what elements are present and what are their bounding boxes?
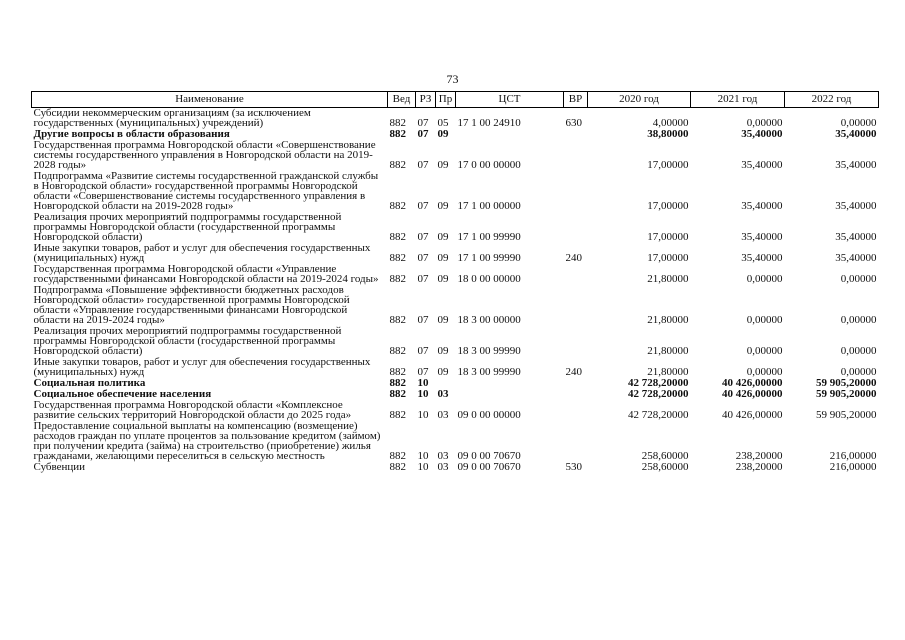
header-ved: Вед bbox=[388, 92, 416, 108]
row-2022: 35,40000 bbox=[835, 200, 877, 212]
row-pr: 09 bbox=[437, 252, 449, 264]
row-name: Субвенции bbox=[33, 461, 86, 473]
row-ved: 882 bbox=[389, 231, 406, 243]
row-ved: 882 bbox=[389, 366, 406, 378]
row-2022: 216,00000 bbox=[829, 461, 877, 473]
row-ved: 882 bbox=[389, 128, 406, 140]
table-row bbox=[32, 461, 879, 472]
row-pr: 03 bbox=[437, 409, 449, 421]
row-2020: 42 728,20000 bbox=[628, 388, 689, 400]
row-vr: 630 bbox=[565, 117, 582, 129]
header-2020: 2020 год bbox=[588, 92, 691, 108]
header-rz: РЗ bbox=[416, 92, 436, 108]
row-2021: 0,00000 bbox=[746, 314, 783, 326]
row-2020: 38,80000 bbox=[647, 128, 689, 140]
row-vr: 240 bbox=[565, 252, 582, 264]
row-2022: 59 905,20000 bbox=[816, 409, 877, 421]
row-2021: 0,00000 bbox=[746, 345, 783, 357]
row-vr bbox=[564, 284, 588, 325]
row-vr bbox=[564, 139, 588, 170]
row-ved: 882 bbox=[389, 117, 406, 129]
row-2021: 238,20000 bbox=[735, 450, 783, 462]
header-vr: ВР bbox=[564, 92, 588, 108]
header-name: Наименование bbox=[32, 92, 388, 108]
row-vr: 530 bbox=[565, 461, 582, 473]
row-pr: 05 bbox=[437, 117, 449, 129]
row-name: Государственная программа Новгородской области «Управление государственными финансами Новгородской области на 2019-2024 годы» bbox=[33, 263, 379, 285]
table-row bbox=[32, 388, 879, 399]
row-cst: 17 1 00 00000 bbox=[457, 200, 521, 212]
row-cst: 18 0 00 00000 bbox=[457, 273, 521, 285]
row-ved: 882 bbox=[389, 377, 406, 389]
row-pr: 09 bbox=[437, 345, 449, 357]
row-2022: 0,00000 bbox=[840, 314, 877, 326]
row-2022: 59 905,20000 bbox=[816, 377, 877, 389]
row-pr: 09 bbox=[437, 366, 449, 378]
row-rz: 07 bbox=[417, 314, 429, 326]
row-2020: 17,00000 bbox=[647, 159, 689, 171]
row-rz: 07 bbox=[417, 366, 429, 378]
row-name: Подпрограмма «Повышение эффективности бюджетных расходов Новгородской области» государственной программы Новгородской области «Управление государственными финансами Новгородской области на 2019-2024 годы» bbox=[33, 284, 350, 326]
row-vr bbox=[564, 211, 588, 242]
row-2021: 0,00000 bbox=[746, 273, 783, 285]
row-name: Иные закупки товаров, работ и услуг для обеспечения государственных (муниципальных) нужд bbox=[33, 356, 371, 378]
row-cst: 18 3 00 99990 bbox=[457, 366, 521, 378]
row-2020: 21,80000 bbox=[647, 345, 689, 357]
header-pr: Пр bbox=[436, 92, 456, 108]
row-vr bbox=[564, 420, 588, 461]
row-pr: 09 bbox=[437, 128, 449, 140]
row-2022: 0,00000 bbox=[840, 366, 877, 378]
row-2022: 0,00000 bbox=[840, 117, 877, 129]
row-ved: 882 bbox=[389, 409, 406, 421]
row-rz: 07 bbox=[417, 128, 429, 140]
row-2021: 35,40000 bbox=[741, 128, 783, 140]
row-pr: 03 bbox=[437, 461, 449, 473]
row-2022: 35,40000 bbox=[835, 159, 877, 171]
row-cst: 09 0 00 70670 bbox=[457, 461, 521, 473]
row-name: Государственная программа Новгородской области «Совершенствование системы государственного управления в Новгородской области на 2019-2028 годы» bbox=[33, 139, 376, 171]
row-2020: 17,00000 bbox=[647, 231, 689, 243]
table-header bbox=[32, 92, 879, 108]
row-2020: 42 728,20000 bbox=[628, 409, 689, 421]
row-cst: 17 1 00 99990 bbox=[457, 252, 521, 264]
row-pr: 09 bbox=[437, 273, 449, 285]
table-row bbox=[32, 128, 879, 139]
row-2020: 258,60000 bbox=[641, 450, 689, 462]
row-pr: 09 bbox=[437, 231, 449, 243]
row-cst: 18 3 00 99990 bbox=[457, 345, 521, 357]
table-row bbox=[32, 356, 879, 377]
row-name: Социальная политика bbox=[33, 377, 146, 389]
row-rz: 07 bbox=[417, 231, 429, 243]
row-cst: 17 1 00 24910 bbox=[457, 117, 521, 129]
row-2020: 17,00000 bbox=[647, 252, 689, 264]
row-rz: 10 bbox=[417, 409, 429, 421]
row-name: Социальное обеспечение населения bbox=[33, 388, 212, 400]
row-vr bbox=[564, 399, 588, 420]
row-name: Предоставление социальной выплаты на компенсацию (возмещение) расходов граждан по уплате процентов за пользование кредитом (займом) при получении кредита (займа) на строительство (приобретение) жилья гражданами, желающими переселиться в сельскую местность bbox=[33, 420, 381, 462]
row-ved: 882 bbox=[389, 273, 406, 285]
row-2022: 35,40000 bbox=[835, 231, 877, 243]
row-cst: 09 0 00 00000 bbox=[457, 409, 521, 421]
row-2020: 17,00000 bbox=[647, 200, 689, 212]
row-rz: 07 bbox=[417, 273, 429, 285]
row-2020: 21,80000 bbox=[647, 366, 689, 378]
table-row bbox=[32, 377, 879, 388]
row-vr bbox=[564, 170, 588, 211]
row-ved: 882 bbox=[389, 200, 406, 212]
row-name: Иные закупки товаров, работ и услуг для обеспечения государственных (муниципальных) нужд bbox=[33, 242, 371, 264]
row-2022: 0,00000 bbox=[840, 345, 877, 357]
table-row bbox=[32, 139, 879, 170]
row-2022: 216,00000 bbox=[829, 450, 877, 462]
header-cst: ЦСТ bbox=[456, 92, 564, 108]
row-rz: 07 bbox=[417, 252, 429, 264]
row-rz: 07 bbox=[417, 345, 429, 357]
row-rz: 07 bbox=[417, 159, 429, 171]
row-rz: 10 bbox=[417, 461, 429, 473]
row-2021: 40 426,00000 bbox=[722, 377, 783, 389]
row-name: Субсидии некоммерческим организациям (за исключением государственных (муниципальных) учреждений) bbox=[33, 107, 311, 129]
row-name: Государственная программа Новгородской области «Комплексное развитие сельских территорий Новгородской области до 2025 года» bbox=[33, 399, 352, 421]
row-2021: 238,20000 bbox=[735, 461, 783, 473]
row-2020: 21,80000 bbox=[647, 314, 689, 326]
row-2021: 35,40000 bbox=[741, 252, 783, 264]
row-vr bbox=[564, 388, 588, 399]
row-ved: 882 bbox=[389, 345, 406, 357]
table-row bbox=[32, 284, 879, 325]
row-pr: 03 bbox=[437, 388, 449, 400]
row-cst bbox=[456, 128, 564, 139]
row-rz: 07 bbox=[417, 117, 429, 129]
table-row bbox=[32, 170, 879, 211]
table-row bbox=[32, 211, 879, 242]
row-2022: 0,00000 bbox=[840, 273, 877, 285]
table-row bbox=[32, 399, 879, 420]
row-vr: 240 bbox=[565, 366, 582, 378]
row-pr: 09 bbox=[437, 314, 449, 326]
row-2022: 35,40000 bbox=[835, 128, 877, 140]
row-name: Другие вопросы в области образования bbox=[33, 128, 230, 140]
row-cst: 18 3 00 00000 bbox=[457, 314, 521, 326]
page-number: 73 bbox=[446, 72, 459, 86]
budget-table bbox=[31, 91, 879, 472]
row-2021: 35,40000 bbox=[741, 200, 783, 212]
row-2020: 42 728,20000 bbox=[628, 377, 689, 389]
row-pr: 09 bbox=[437, 159, 449, 171]
row-cst: 09 0 00 70670 bbox=[457, 450, 521, 462]
row-2021: 35,40000 bbox=[741, 159, 783, 171]
row-rz: 10 bbox=[417, 450, 429, 462]
row-vr bbox=[564, 263, 588, 284]
row-ved: 882 bbox=[389, 314, 406, 326]
row-pr: 03 bbox=[437, 450, 449, 462]
row-cst bbox=[456, 377, 564, 388]
row-2021: 0,00000 bbox=[746, 366, 783, 378]
row-cst: 17 0 00 00000 bbox=[457, 159, 521, 171]
row-2020: 21,80000 bbox=[647, 273, 689, 285]
row-2022: 35,40000 bbox=[835, 252, 877, 264]
table-row bbox=[32, 108, 879, 129]
row-ved: 882 bbox=[389, 461, 406, 473]
row-rz: 10 bbox=[417, 377, 429, 389]
row-2020: 258,60000 bbox=[641, 461, 689, 473]
row-cst bbox=[456, 388, 564, 399]
table-body bbox=[32, 108, 879, 473]
row-ved: 882 bbox=[389, 159, 406, 171]
row-2021: 0,00000 bbox=[746, 117, 783, 129]
row-pr: 09 bbox=[437, 200, 449, 212]
row-2021: 35,40000 bbox=[741, 231, 783, 243]
header-2021: 2021 год bbox=[691, 92, 785, 108]
row-ved: 882 bbox=[389, 388, 406, 400]
row-vr bbox=[564, 325, 588, 356]
row-pr bbox=[436, 377, 456, 388]
table-row bbox=[32, 263, 879, 284]
header-2022: 2022 год bbox=[785, 92, 879, 108]
row-2021: 40 426,00000 bbox=[722, 388, 783, 400]
row-2021: 40 426,00000 bbox=[722, 409, 783, 421]
row-2020: 4,00000 bbox=[652, 117, 689, 129]
row-2022: 59 905,20000 bbox=[816, 388, 877, 400]
row-name: Реализация прочих мероприятий подпрограммы государственной программы Новгородской области (государственной программы Новгородской области) bbox=[33, 325, 342, 357]
row-ved: 882 bbox=[389, 252, 406, 264]
row-cst: 17 1 00 99990 bbox=[457, 231, 521, 243]
table-row bbox=[32, 242, 879, 263]
table-row bbox=[32, 420, 879, 461]
row-rz: 10 bbox=[417, 388, 429, 400]
row-ved: 882 bbox=[389, 450, 406, 462]
row-vr bbox=[564, 128, 588, 139]
row-name: Подпрограмма «Развитие системы государственной гражданской службы в Новгородской области» государственной программы Новгородской области «Совершенствование системы государственного управления в Новгородской области на 2019-2028 годы» bbox=[33, 170, 379, 212]
table-row bbox=[32, 325, 879, 356]
row-rz: 07 bbox=[417, 200, 429, 212]
row-name: Реализация прочих мероприятий подпрограммы государственной программы Новгородской области (государственной программы Новгородской области) bbox=[33, 211, 342, 243]
row-vr bbox=[564, 377, 588, 388]
